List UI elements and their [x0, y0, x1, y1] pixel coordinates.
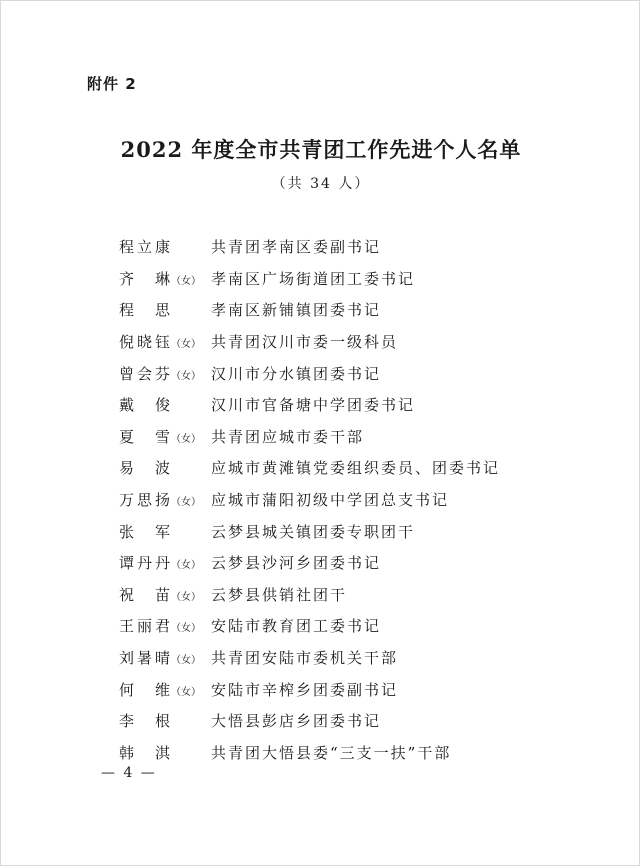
person-name-cell — [119, 584, 211, 605]
person-name-cell — [119, 647, 211, 668]
list-item — [119, 610, 500, 642]
person-name: 王丽君 — [119, 617, 174, 636]
person-name: 张 军 — [119, 522, 174, 541]
list-item — [119, 547, 500, 579]
document-title: 2022 年度全市共青团工作先进个人名单 — [120, 137, 522, 162]
person-position: 共青团应城市委干部 — [211, 427, 365, 446]
person-position: 孝南区新铺镇团委书记 — [211, 301, 382, 320]
person-name: 祝 苗 — [119, 585, 174, 604]
person-name: 程立康 — [119, 238, 174, 257]
person-name: 夏 雪 — [119, 427, 174, 446]
gender-note: （女） — [171, 433, 202, 445]
person-name-cell — [119, 615, 211, 636]
person-name: 何 维 — [119, 680, 174, 699]
person-position: 共青团大悟县委“三支一扶”干部 — [211, 743, 452, 762]
gender-note: （女） — [171, 497, 202, 509]
list-item — [119, 705, 500, 737]
person-name: 曾会芬 — [119, 364, 174, 383]
list-item — [119, 421, 500, 453]
person-position: 孝南区广场街道团工委书记 — [211, 269, 416, 288]
list-item — [119, 294, 500, 326]
list-item — [119, 357, 500, 389]
person-name-cell — [119, 742, 211, 763]
person-position: 汉川市官备塘中学团委书记 — [211, 396, 416, 415]
gender-note: （女） — [171, 275, 202, 287]
person-name-cell — [119, 299, 211, 320]
list-item — [119, 326, 500, 358]
person-name-cell — [119, 268, 211, 289]
list-item — [119, 484, 500, 516]
person-name-cell — [119, 331, 211, 352]
person-position: 应城市蒲阳初级中学团总支书记 — [211, 491, 450, 510]
person-name: 戴 俊 — [119, 396, 174, 415]
list-item — [119, 389, 500, 421]
person-position: 云梦县沙河乡团委书记 — [211, 554, 382, 573]
person-name-cell — [119, 521, 211, 542]
person-name: 倪晓钰 — [119, 333, 174, 352]
person-list — [119, 231, 500, 768]
list-item — [119, 673, 500, 705]
person-position: 共青团安陆市委机关干部 — [211, 649, 399, 668]
person-name-cell — [119, 489, 211, 510]
person-name-cell — [119, 457, 211, 478]
list-item — [119, 263, 500, 295]
list-item — [119, 579, 500, 611]
gender-note: （女） — [171, 623, 202, 635]
list-item — [119, 231, 500, 263]
gender-note: （女） — [171, 686, 202, 698]
list-item — [119, 737, 500, 769]
page-number: — 4 — — [101, 765, 157, 781]
person-position: 大悟县彭店乡团委书记 — [211, 712, 382, 731]
person-name: 刘暑晴 — [119, 649, 174, 668]
person-position: 云梦县供销社团干 — [211, 585, 348, 604]
document-subtitle: （共 34 人） — [271, 176, 371, 192]
gender-note: （女） — [171, 655, 202, 667]
person-position: 共青团孝南区委副书记 — [211, 238, 382, 257]
person-name-cell — [119, 394, 211, 415]
list-item — [119, 452, 500, 484]
person-name: 易 波 — [119, 459, 174, 478]
list-item — [119, 642, 500, 674]
person-name-cell — [119, 236, 211, 257]
person-name-cell — [119, 710, 211, 731]
gender-note: （女） — [171, 339, 202, 351]
gender-note: （女） — [171, 370, 202, 382]
gender-note: （女） — [171, 591, 202, 603]
person-name-cell — [119, 679, 211, 700]
person-position: 应城市黄滩镇党委组织委员、团委书记 — [211, 459, 501, 478]
person-position: 安陆市教育团工委书记 — [211, 617, 382, 636]
person-position: 安陆市辛榨乡团委副书记 — [211, 680, 399, 699]
gender-note: （女） — [171, 560, 202, 572]
person-name-cell — [119, 363, 211, 384]
person-name: 万思扬 — [119, 491, 174, 510]
person-name: 韩 淇 — [119, 743, 174, 762]
person-name: 齐 琳 — [119, 269, 174, 288]
person-name-cell — [119, 552, 211, 573]
person-position: 共青团汉川市委一级科员 — [211, 333, 399, 352]
person-name: 谭丹丹 — [119, 554, 174, 573]
person-name: 李 根 — [119, 712, 174, 731]
attachment-label: 附件 2 — [87, 75, 137, 93]
person-position: 云梦县城关镇团委专职团干 — [211, 522, 416, 541]
person-position: 汉川市分水镇团委书记 — [211, 364, 382, 383]
list-item — [119, 515, 500, 547]
person-name: 程 思 — [119, 301, 174, 320]
person-name-cell — [119, 426, 211, 447]
